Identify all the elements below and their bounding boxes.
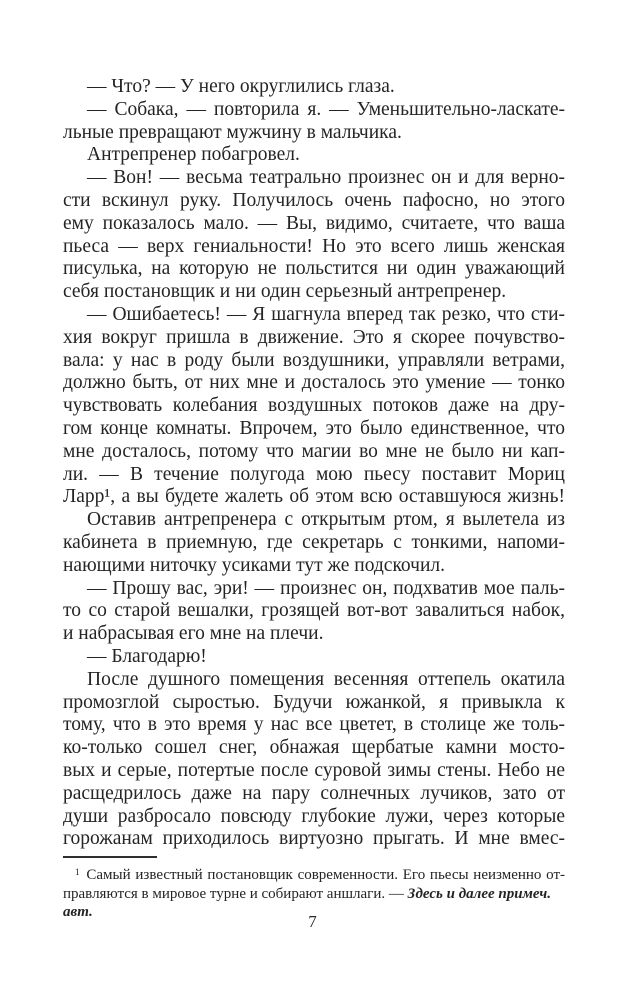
text-line: — Вон! — весьма театрально произнес он и для верно- — [87, 167, 565, 189]
text-line: ко-только сошел снег, обнажая щербатые камни мосто- — [63, 737, 565, 759]
text-line: — Собака, — повторила я. — Уменьшительно-ласкате- — [87, 98, 565, 120]
text-line: Антрепренер побагровел. — [87, 144, 300, 166]
text-line: ли. — В течение полугода мою пьесу поставит Мориц — [63, 463, 565, 485]
text-line: мне досталось, потому что магии во мне не было ни кап- — [63, 440, 565, 462]
footnote-line: $^1$ Самый известный постановщик современности. Его пьесы неизменно от- — [75, 867, 565, 883]
text-line: — Ошибаетесь! — Я шагнула вперед так резко, что сти- — [87, 303, 565, 325]
text-line: себя постановщик и ни один серьезный антрепренер. — [63, 281, 507, 303]
text-line: льные превращают мужчину в мальчика. — [63, 121, 402, 143]
text-line: горожанам приходилось виртуозно прыгать. И мне вмес- — [63, 828, 565, 850]
text-line: сти вскинул руку. Получилось очень пафосно, но этого — [63, 189, 565, 211]
footnote-marker: 1 — [75, 867, 80, 878]
text-line: то со старой вешалки, грозящей вот-вот завалиться набок, — [63, 600, 565, 622]
text-line: и набрасывая его мне на плечи. — [63, 623, 324, 645]
footnote-divider — [63, 856, 157, 858]
text-line: должно быть, от них мне и досталось это умение — тонко — [63, 372, 565, 394]
text-line: чувствовать колебания воздушных потоков даже на дру- — [63, 395, 565, 417]
text-line: пьеса — верх гениальности! Но это всего лишь женская — [63, 235, 565, 257]
text-line: кабинета в приемную, где секретарь с тонкими, напоми- — [63, 531, 565, 553]
text-line: вала: у нас в роду были воздушники, управляли ветрами, — [63, 349, 565, 371]
text-line: промозглой сыростью. Будучи южанкой, я привыкла к — [63, 691, 565, 713]
text-line: тому, что в это время у нас все цветет, в столице же толь- — [63, 714, 565, 736]
text-line: Оставив антрепренера с открытым ртом, я вылетела из — [87, 509, 565, 531]
text-line: расщедрилось даже на пару солнечных лучиков, зато от — [63, 782, 565, 804]
text-line: писулька, на которую не польстится ни один уважающий — [63, 258, 565, 280]
text-line: — Прошу вас, эри! — произнес он, подхватив мое паль- — [87, 577, 565, 599]
page-text — [63, 76, 565, 851]
text-line: души разбросало повсюду глубокие лужи, через которые — [63, 805, 565, 827]
text-line: ему показалось мало. — Вы, видимо, считаете, что ваша — [63, 212, 565, 234]
text-line: хия вокруг пришла в движение. Это я скорее почувство- — [63, 326, 565, 348]
text-line: — Благодарю! — [87, 645, 207, 667]
page-number: 7 — [308, 912, 317, 931]
text-line: После душного помещения весенняя оттепель окатила — [87, 668, 565, 690]
text-line: вых и серые, потертые после суровой зимы стены. Небо не — [63, 759, 565, 781]
text-line: Ларр¹, а вы будете жалеть об этом всю оставшуюся жизнь! — [63, 486, 565, 508]
text-line: нающими ниточку усиками тут же подскочил. — [63, 554, 446, 576]
footnote-line: правляются в мировое турне и собирают аншлаги. — Здесь и далее примеч. авт. — [63, 885, 551, 921]
text-line: — Что? — У него округлились глаза. — [87, 76, 395, 97]
text-line: гом конце комнаты. Впрочем, это было единственное, что — [63, 417, 565, 439]
